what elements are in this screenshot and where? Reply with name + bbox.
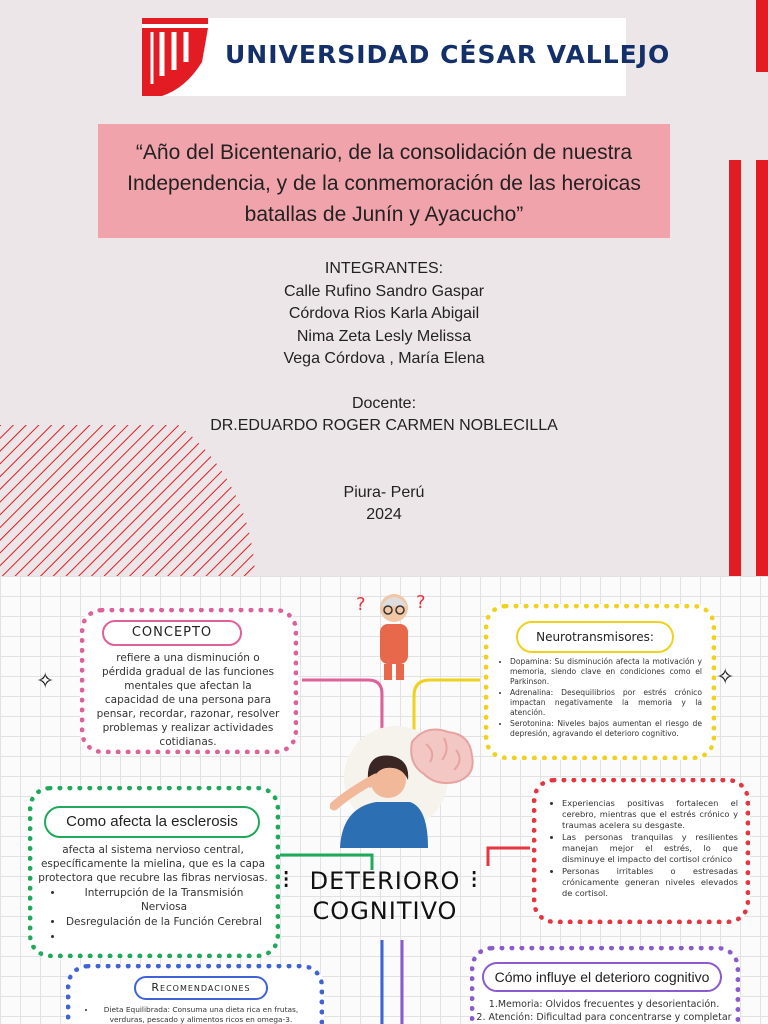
list-item: • Personas irritables o estresadas crónicamente generan niveles elevados de cortisol. [562,866,738,899]
svg-text:?: ? [356,594,366,615]
title-line: DETERIORO [309,867,461,895]
official-year-motto: “Año del Bicentenario, de la consolidación de nuestra Independencia, y de la conmemoración de las heroicas batallas de Junín y Ayacucho” [98,124,670,238]
member-name: Córdova Rios Karla Abigail [288,305,480,322]
recommendations-heading: Recomendaciones [134,976,268,1000]
list-item: • Interrupción de la Transmisión Nerviosa [64,886,264,914]
concept-text: refiere a una disminución o pérdida gradual de las funciones mentales que afectan la capacidad de una persona para pensar, recordar, razonar, resolver problemas y realizar actividades cotidianas. [96,652,280,748]
stress-list [562,798,738,900]
sclerosis-list [64,886,264,945]
list-item: • Experiencias positivas fortalecen el cerebro, mientras que el estrés crónico y traumas acelera su desgaste. [562,798,738,831]
list-item [64,930,264,944]
thinking-elder-illustration [354,586,434,682]
sclerosis-text: afecta al sistema nervioso central, específicamente la mielina, que es la capa protectora que recubre las fibras nerviosas. [38,844,268,884]
neurotransmitters-heading: Neurotransmisores: [516,621,674,653]
city: Piura- Perú [343,483,425,501]
neurotransmitters-list [510,657,702,740]
list-item: • Serotonina: Niveles bajos aumentan el riesgo de depresión, agravando el deterioro cognitivo. [510,719,702,739]
member-name: Calle Rufino Sandro Gaspar [283,282,485,300]
sclerosis-heading: Como afecta la esclerosis [44,806,260,838]
list-item: • Dieta Equilibrada: Consuma una dieta rica en frutas, verduras, pescado y alimentos ricos en omega-3. [96,1005,306,1024]
list-item: • Desregulación de la Función Cerebral [64,915,264,929]
member-name: Vega Córdova , María Elena [283,350,485,367]
sparkle-icon: ✧ [716,664,735,689]
sparkle-icon: ✧ [36,668,55,693]
list-item: • Adrenalina: Desequilibrios por estrés crónico impactan negativamente la memoria y la atención. [510,688,702,718]
influence-heading: Cómo influye el deterioro cognitivo [482,962,722,992]
mind-map-title [300,866,470,926]
university-name: UNIVERSIDAD CÉSAR VALLEJO [225,40,671,69]
year: 2024 [366,506,402,523]
burst-icon: ⁝ [470,864,479,894]
svg-text:?: ? [416,592,426,613]
teacher-label: Docente: [351,394,417,412]
teacher-name: DR.EDUARDO ROGER CARMEN NOBLECILLA [210,417,558,434]
title-line: COGNITIVO [312,897,458,925]
list-item: • Dopamina: Su disminución afecta la motivación y memoria, siendo clave en condiciones como el Parkinson. [510,657,702,687]
burst-icon: ⁝ [282,864,291,894]
members-label: INTEGRANTES: [324,260,444,277]
list-item: 2. Atención: Dificultad para concentrarse y completar [476,1012,732,1023]
influence-list [476,998,732,1024]
recommendations-list [96,1005,306,1024]
headache-woman-illustration [330,722,480,848]
member-name: Nima Zeta Lesly Melissa [296,327,472,345]
concept-heading: CONCEPTO [102,620,242,646]
list-item: • Las personas tranquilas y resilientes manejan mejor el estrés, lo que disminuye el impacto del cortisol crónico [562,832,738,865]
list-item: 1.Memoria: Olvidos frecuentes y desorientación. [488,999,720,1010]
